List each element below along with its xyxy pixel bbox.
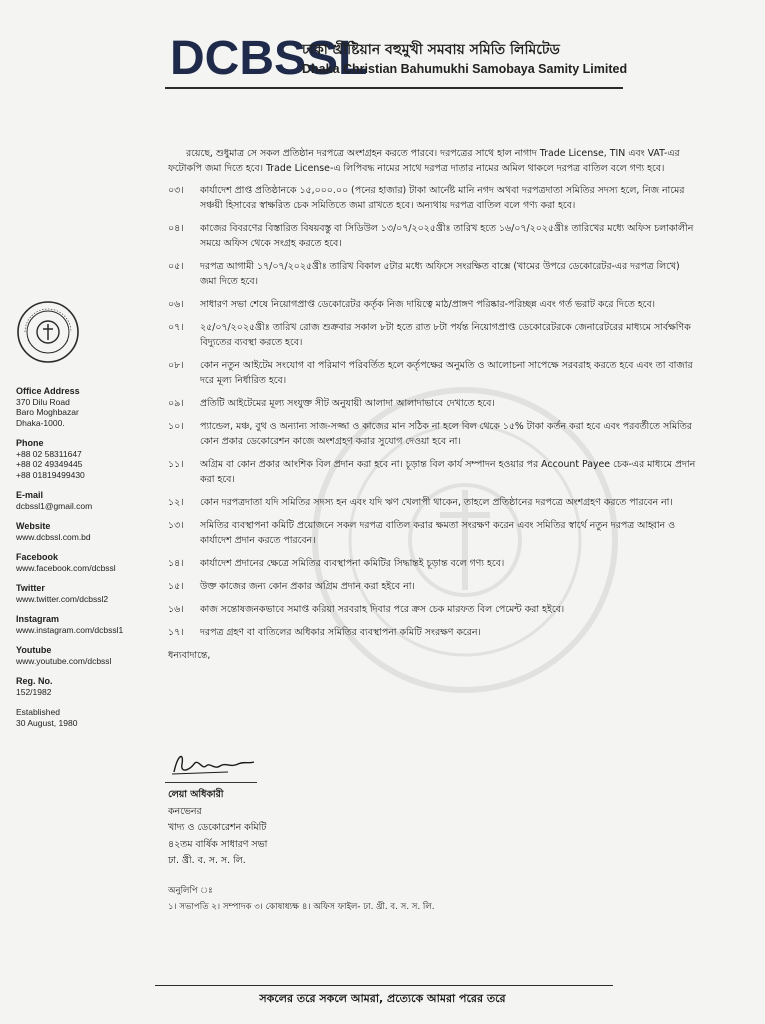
reg-label: Reg. No. <box>16 676 53 686</box>
condition-number: ১৫। <box>168 581 184 592</box>
org-name-english: Dhaka Christian Bahumukhi Samobaya Samity Limited <box>302 62 628 76</box>
header-divider <box>165 87 623 89</box>
condition-text: সমিতির ব্যবস্থাপনা কমিটি প্রয়োজনে সকল দরপত্র বাতিল করার ক্ষমতা সংরক্ষণ করেন এবং সমিতির স্বার্থে নতুন দরপত্র আহ্বান ও কার্যাদেশ প্রদান করতে পারবেন। <box>200 520 676 546</box>
condition-item <box>168 358 698 388</box>
email-block <box>16 490 146 511</box>
condition-text: কোন দরপত্রদাতা যদি সমিতির সদস্য হন এবং যদি ঋণ খেলাপী থাকেন, তাহলে প্রতিষ্ঠানের দরপত্রে অংশগ্রহণ করতে পারবেন না। <box>200 497 673 508</box>
condition-number: ০৯। <box>168 398 184 409</box>
condition-item <box>168 183 698 213</box>
website-label: Website <box>16 521 51 531</box>
email-label: E-mail <box>16 490 44 500</box>
condition-item <box>168 259 698 289</box>
condition-text: কাজ সন্তোষজনকভাবে সমাপ্ত করিয়া সরবরাহ দিবার পরে ক্রস চেক মারফত বিল পেমেন্ট করা হইবে। <box>200 604 565 615</box>
website-block <box>16 521 146 542</box>
society-seal-icon <box>16 300 80 364</box>
phone-number: +88 02 58311647 <box>16 448 82 459</box>
condition-number: ১৩। <box>168 520 184 531</box>
condition-number: ১০। <box>168 421 184 432</box>
address-line: Dhaka-1000. <box>16 417 65 428</box>
facebook-url: www.facebook.com/dcbssl <box>16 562 116 573</box>
youtube-block <box>16 645 146 666</box>
copy-list <box>168 883 668 915</box>
phone-number: +88 02 49349445 <box>16 459 83 469</box>
condition-text: কার্যাদেশ প্রাপ্ত প্রতিষ্ঠানকে ১৫,০০০.০০ (পনের হাজার) টাকা আর্নেষ্ট মানি নগদ অথবা দরপত্রদাতা সমিতির সদস্য হলে, নিজ নামের সঞ্চয়ী হিসাবের স্বাক্ষরিত চেক সমিতিতে জমা রাখতে হবে। অন্যথায় দরপত্র বাতিল বলে গণ্য করা হবে। <box>200 185 685 211</box>
condition-text: অগ্রিম বা কোন প্রকার আংশিক বিল প্রদান করা হবে না। চূড়ান্ত বিল কার্য সম্পাদন হওয়ার পর Account Payee চেক-এর মাধ্যমে প্রদান করা হবে। <box>200 459 696 485</box>
facebook-label: Facebook <box>16 552 59 562</box>
condition-item <box>168 396 698 411</box>
condition-number: ১১। <box>168 459 184 470</box>
condition-text: উক্ত কাজের জন্য কোন প্রকার অগ্রিম প্রদান করা হইবে না। <box>200 581 415 592</box>
condition-item <box>168 579 698 594</box>
condition-item <box>168 602 698 617</box>
phone-number: +88 01819499430 <box>16 469 85 480</box>
condition-number: ১৪। <box>168 558 184 569</box>
condition-number: ০৩। <box>168 185 184 196</box>
website-url: www.dcbssl.com.bd <box>16 531 91 542</box>
condition-item <box>168 221 698 251</box>
condition-number: ১৭। <box>168 627 184 638</box>
copy-label: অনুলিপি ঃ <box>168 886 213 896</box>
established-block <box>16 707 146 728</box>
instagram-label: Instagram <box>16 614 60 624</box>
email-address: dcbssl1@gmail.com <box>16 500 93 511</box>
condition-number: ০৬। <box>168 299 184 310</box>
condition-text: প্যান্ডেল, মঞ্চ, বুথ ও অন্যান্য সাজ-সজ্জা ও কাজের মান সঠিক না হলে বিল থেকে ১৫% টাকা কর্তন করা হবে এবং পরবর্তীতে সমিতির কোন প্রকার ডেকোরেশন কাজে অংশগ্রহণ করার সুযোগ দেওয়া হবে না। <box>200 421 692 447</box>
meeting-name: ৪২তম বার্ষিক সাধারণ সভা <box>168 838 268 850</box>
closing-salutation: ধন্যবাদান্তে, <box>168 650 211 661</box>
letter-body <box>168 146 698 663</box>
conditions-list <box>168 183 698 640</box>
instagram-url: www.instagram.com/dcbssl1 <box>16 624 124 635</box>
condition-item <box>168 556 698 571</box>
header-org-name <box>302 40 632 76</box>
condition-item <box>168 495 698 510</box>
copy-recipients: ১। সভাপতি ২। সম্পাদক ৩। কোষাধ্যক্ষ ৪। অফিস ফাইল- ঢা. খ্রী. ব. স. স. লি. <box>168 902 435 912</box>
office-address <box>16 386 146 428</box>
office-address-label: Office Address <box>16 386 80 396</box>
condition-item <box>168 457 698 487</box>
condition-number: ১২। <box>168 497 184 508</box>
twitter-url: www.twitter.com/dcbssl2 <box>16 593 109 604</box>
reg-number: 152/1982 <box>16 686 52 697</box>
condition-number: ০৫। <box>168 261 184 272</box>
footer-divider <box>155 985 613 986</box>
youtube-url: www.youtube.com/dcbssl <box>16 655 112 666</box>
condition-number: ১৬। <box>168 604 184 615</box>
condition-item <box>168 297 698 312</box>
condition-text: দরপত্র গ্রহণ বা বাতিলের অধিকার সমিতির ব্যবস্থাপনা কমিটি সংরক্ষণ করেন। <box>200 627 481 638</box>
signatory-name: লেয়া অধিকারী <box>168 789 224 800</box>
intro-paragraph: রয়েছে, শুধুমাত্র সে সকল প্রতিষ্ঠান দরপত্রে অংশগ্রহন করতে পারবে। দরপত্রের সাথে হাল নাগাদ Trade License, TIN এবং VAT-এর ফটোকপি জমা দিতে হবে। Trade License-এ লিপিবদ্ধ নামের সাথে দরপত্র দাতার নামের অমিল থাকলে দরপত্র বাতিল বলে গণ্য হবে। <box>168 148 680 174</box>
address-line: Baro Moghbazar <box>16 407 79 417</box>
condition-item <box>168 518 698 548</box>
signature-block <box>168 787 468 870</box>
phone-block <box>16 438 146 480</box>
condition-item <box>168 419 698 449</box>
condition-text: কোন নতুন আইটেম সংযোগ বা পরিমাণ পরিবর্তিত হলে কর্তৃপক্ষের অনুমতি ও আলোচনা সাপেক্ষে সরবরাহ করতে হবে এবং তা বাজার দরে মূল্য নির্ধারিত হবে। <box>200 360 693 386</box>
condition-text: সাধারণ সভা শেষে নিয়োগপ্রাপ্ত ডেকোরেটর কর্তৃক নিজ দায়িত্বে মাঠ/প্রাঙ্গণ পরিষ্কার-পরিচ্ছন্ন এবং গর্ত ভরাট করে দিতে হবে। <box>200 299 656 310</box>
condition-number: ০৪। <box>168 223 184 234</box>
facebook-block <box>16 552 146 573</box>
reg-block <box>16 676 146 697</box>
established-date: 30 August, 1980 <box>16 717 78 728</box>
condition-number: ০৮। <box>168 360 184 371</box>
condition-text: কাজের বিবরণের বিস্তারিত বিষয়বস্তু বা সিডিউল ১৩/০৭/২০২৫খ্রীঃ তারিখ হতে ১৬/০৭/২০২৫খ্রীঃ তারিখের মধ্যে অফিস চলাকালীন সময়ে অফিস থেকে সংগ্রহ করতে হবে। <box>200 223 694 249</box>
twitter-block <box>16 583 146 604</box>
condition-text: ২৫/০৭/২০২৫খ্রীঃ তারিখ রোজ শুক্রবার সকাল ৮টা হতে রাত ৮টা পর্যন্ত নিয়োগপ্রাপ্ত ডেকোরেটরকে জেনারেটরের মাধ্যমে সার্বক্ষণিক বিদ্যুতের ব্যবস্থা করতে হবে। <box>200 322 691 348</box>
org-abbreviation: ঢা. খ্রী. ব. স. স. লি. <box>168 855 246 866</box>
handwritten-signature <box>168 748 258 778</box>
condition-item <box>168 320 698 350</box>
youtube-label: Youtube <box>16 645 52 655</box>
condition-number: ০৭। <box>168 322 184 333</box>
logo: DCBSSL <box>170 32 368 85</box>
committee-name: খাদ্য ও ডেকোরেশন কমিটি <box>168 822 267 833</box>
signatory-title: কনভেনর <box>168 805 202 817</box>
condition-text: কার্যাদেশ প্রদানের ক্ষেত্রে সমিতির ব্যবস্থাপনা কমিটির সিদ্ধান্তই চূড়ান্ত বলে গণ্য হবে। <box>200 558 505 569</box>
condition-text: প্রতিটি আইটেমের মূল্য সংযুক্ত সীট অনুযায়ী আলাদা আলাদাভাবে দেখাতে হবে। <box>200 398 495 409</box>
contact-sidebar <box>16 386 146 738</box>
phone-label: Phone <box>16 438 44 448</box>
condition-item <box>168 625 698 640</box>
signature-line <box>165 782 257 783</box>
instagram-block <box>16 614 146 635</box>
org-name-bangla: ঢাকা খ্রীষ্টিয়ান বহুমুখী সমবায় সমিতি লিমিটেড <box>302 42 560 58</box>
address-line: 370 Dilu Road <box>16 396 70 407</box>
condition-text: দরপত্র আগামী ১৭/০৭/২০২৫খ্রীঃ তারিখ বিকাল ৫টার মধ্যে অফিসে সংরক্ষিত বাক্সে (খামের উপরে ডেকোরেটর-এর দরপত্র লিখে) জমা দিতে হবে। <box>200 261 680 287</box>
footer-motto: সকলের তরে সকলে আমরা, প্রত্যেকে আমরা পরের তরে <box>259 992 506 1005</box>
established-label: Established <box>16 707 60 717</box>
twitter-label: Twitter <box>16 583 45 593</box>
